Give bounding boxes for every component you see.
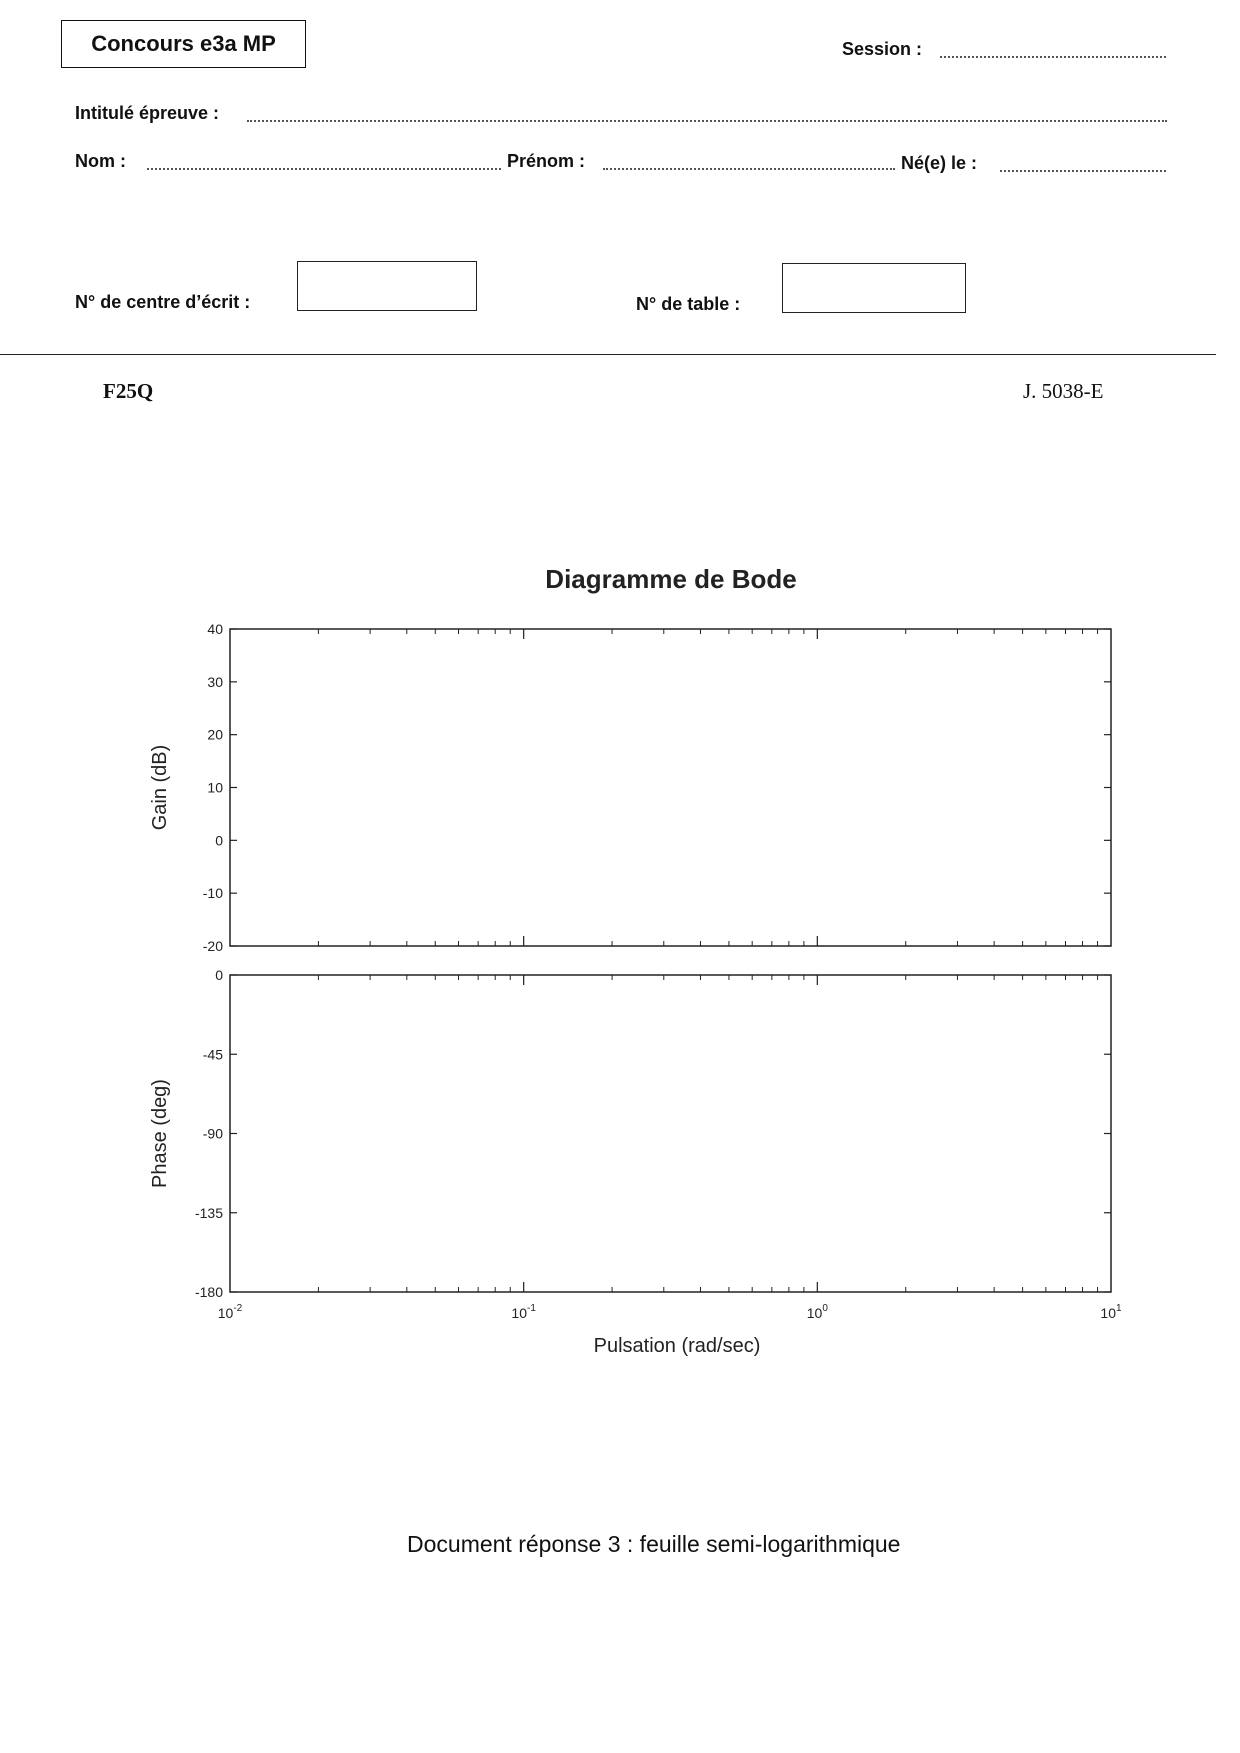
gain-y-tick-label: 20: [207, 726, 223, 743]
gain-y-tick-label: 10: [207, 779, 223, 796]
x-tick-label: $10^1$: [1100, 1303, 1122, 1321]
centre-number-label: N° de centre d’écrit :: [75, 292, 251, 312]
phase-y-tick-label: -180: [194, 1284, 223, 1300]
chart-title: Diagramme de Bode: [545, 564, 797, 594]
session-label: Session :: [842, 39, 923, 59]
exam-name-label: Intitulé épreuve :: [75, 103, 220, 123]
x-tick-label: $10^{-2}$: [217, 1303, 243, 1321]
document-caption: Document réponse 3 : feuille semi-logarithmique: [407, 1531, 901, 1557]
gain-panel: [149, 621, 1111, 954]
phase-plot-frame: [230, 975, 1111, 1292]
phase-y-axis-label: Phase (deg): [149, 1079, 171, 1188]
gain-y-tick-label: 40: [207, 621, 223, 637]
gain-y-tick-label: 0: [215, 832, 223, 849]
gain-y-tick-label: -20: [202, 938, 223, 954]
phase-y-tick-label: -90: [202, 1125, 223, 1142]
phase-panel: [149, 967, 1111, 1300]
phase-y-tick-label: -135: [194, 1204, 223, 1221]
gain-plot-frame: [230, 629, 1111, 946]
exam-title: Concours e3a MP: [91, 31, 276, 56]
name-label: Nom :: [75, 151, 126, 171]
firstname-label: Prénom :: [507, 151, 586, 171]
birthdate-label: Né(e) le :: [901, 153, 978, 173]
gain-y-tick-label: -10: [202, 885, 223, 902]
gain-y-tick-label: 30: [207, 673, 223, 690]
x-tick-label: $10^0$: [806, 1303, 828, 1321]
subject-code: F25Q: [103, 379, 154, 403]
document-reference: J. 5038-E: [1023, 379, 1104, 403]
phase-y-tick-label: 0: [215, 967, 223, 983]
gain-y-axis-label: Gain (dB): [149, 744, 171, 831]
phase-y-tick-label: -45: [202, 1046, 223, 1063]
table-number-label: N° de table :: [636, 294, 741, 314]
x-tick-label: $10^{-1}$: [511, 1303, 536, 1321]
x-axis-label: Pulsation (rad/sec): [593, 1335, 761, 1357]
